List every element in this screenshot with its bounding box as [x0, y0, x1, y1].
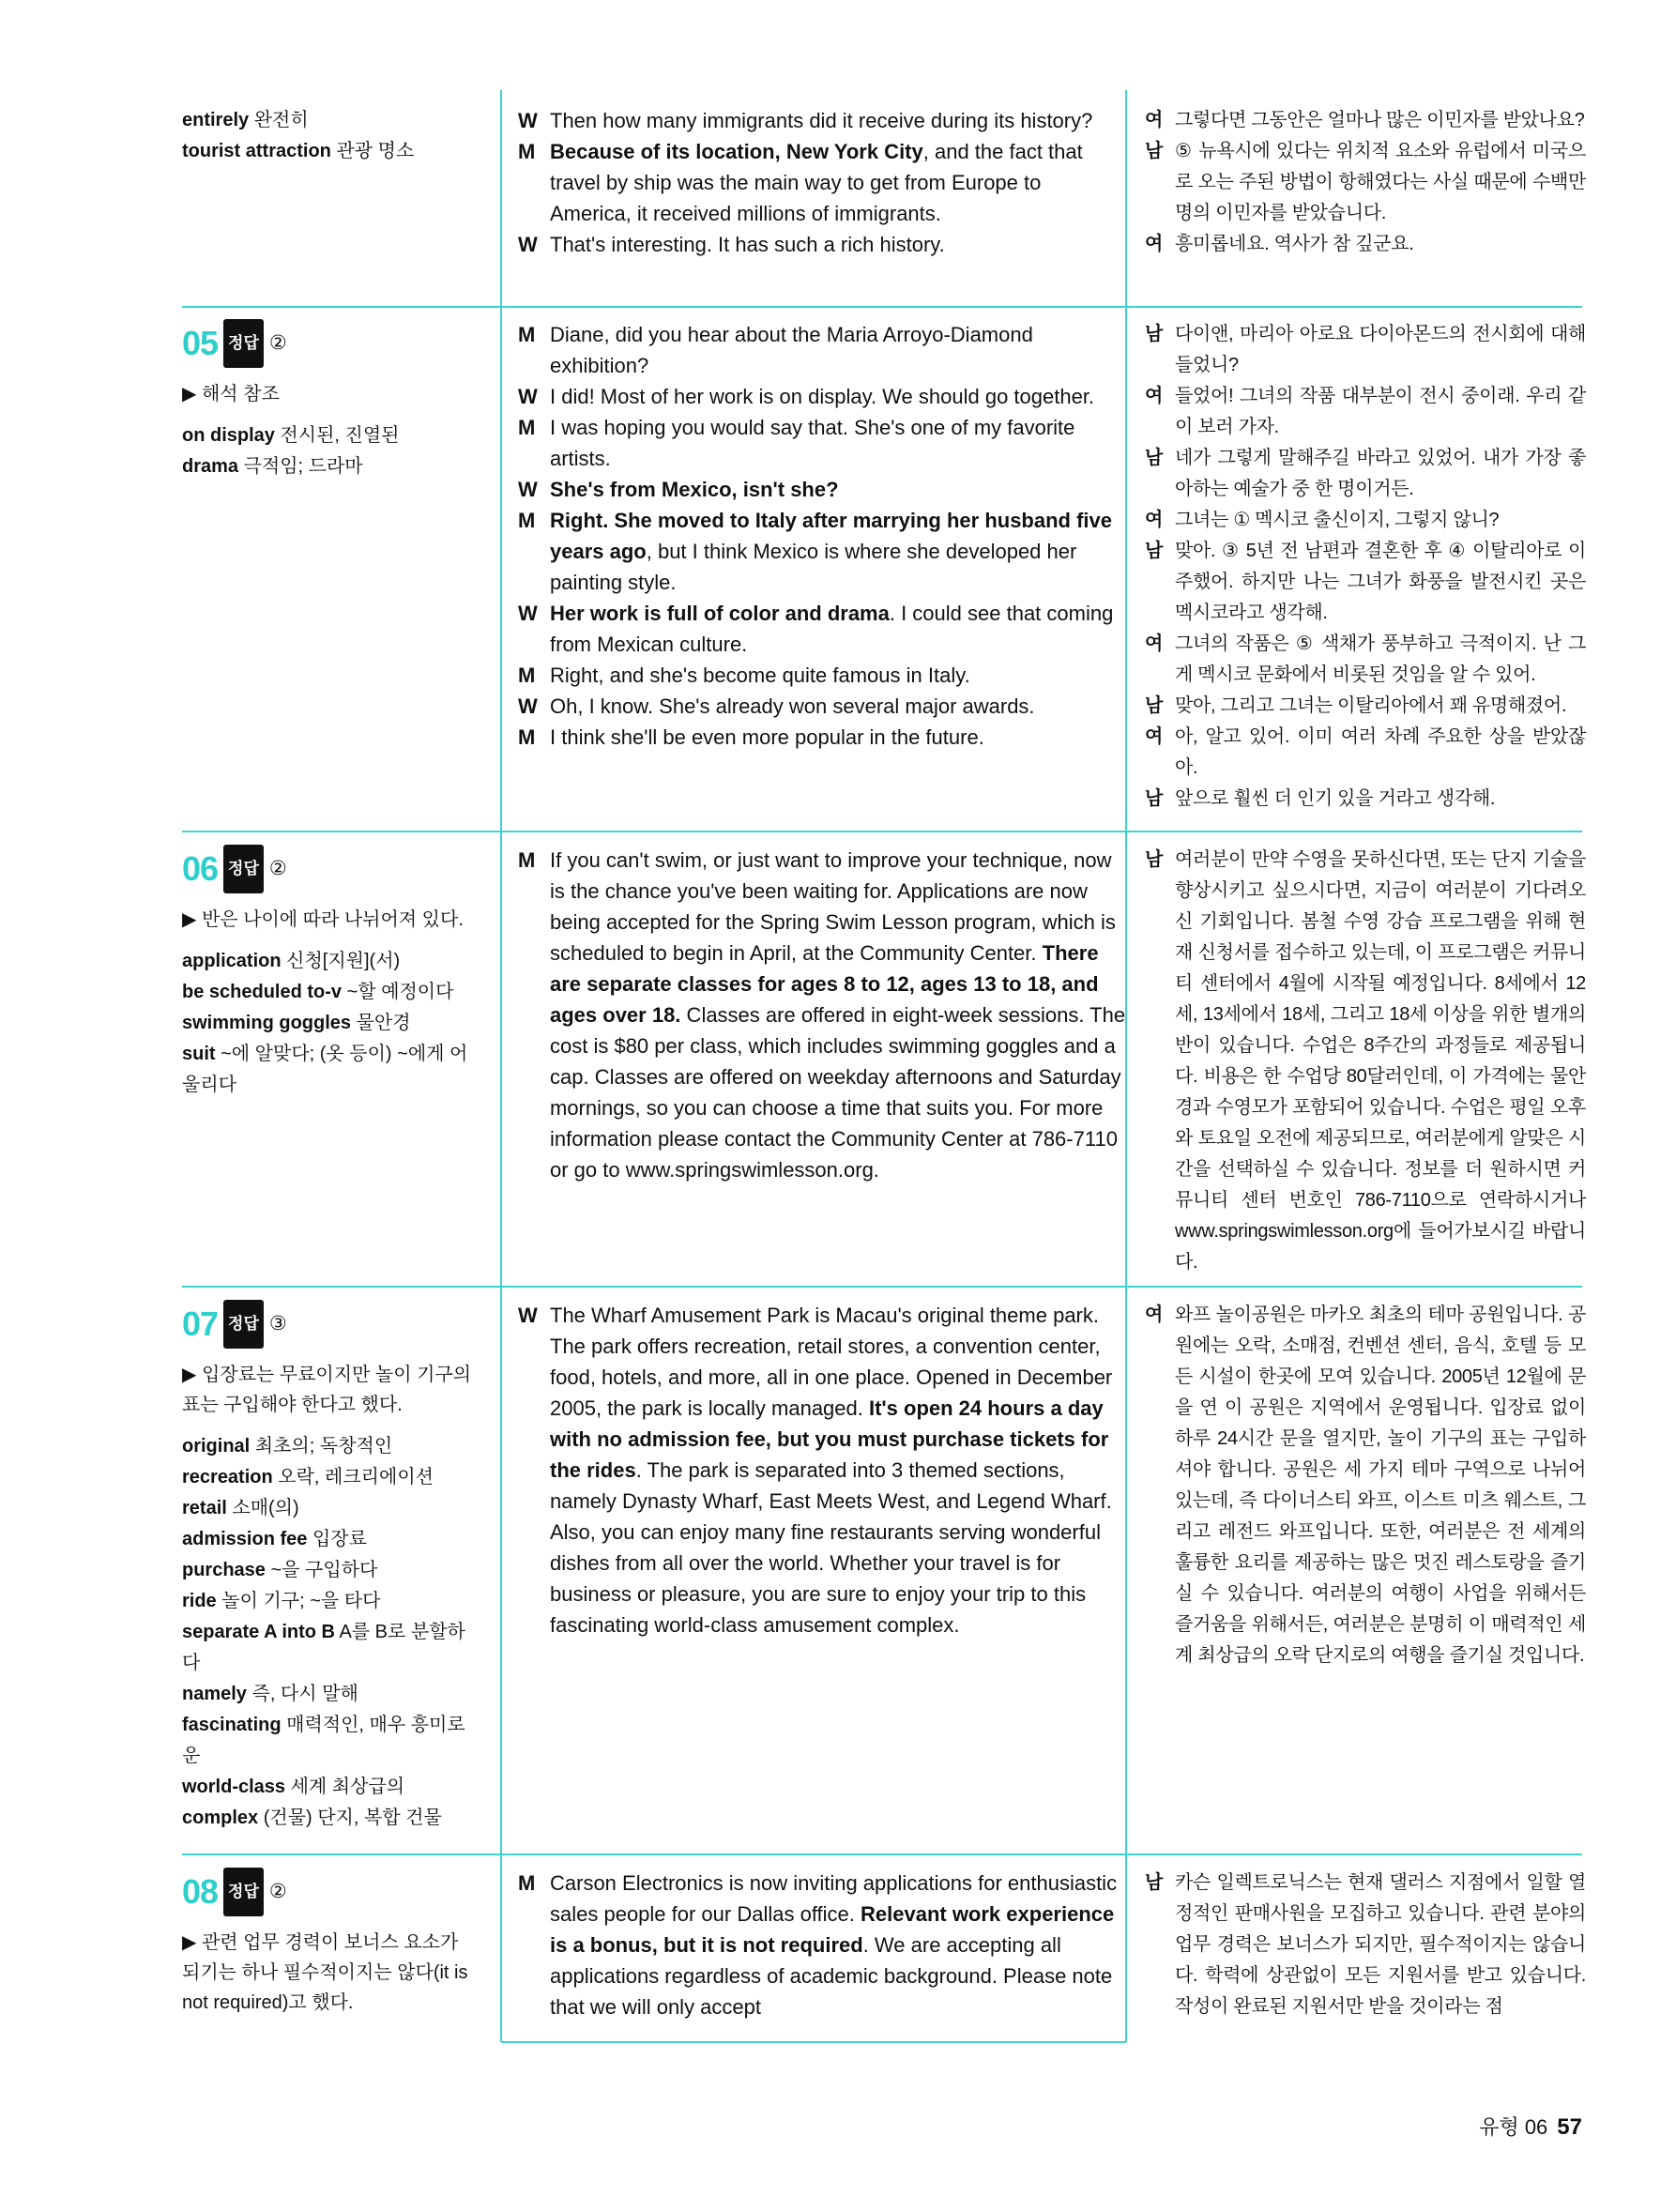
question-number: 07 [182, 1304, 219, 1343]
vocab-term: purchase [182, 1560, 266, 1580]
vocab-meaning: 세계 최상급의 [290, 1777, 405, 1797]
vocab-term: recreation [182, 1467, 273, 1487]
explanation-note: ▶ 해석 참조 [182, 384, 280, 404]
vocab-meaning: 매력적인, 매우 흥미로운 [182, 1715, 465, 1766]
vocab-meaning: (건물) 단지, 복합 건물 [263, 1808, 442, 1828]
dialog-text [550, 381, 1126, 412]
vocab-meaning: 소매(의) [232, 1498, 299, 1518]
translation-line [1145, 136, 1586, 229]
speaker-label: 남 [1145, 1872, 1164, 1893]
speaker-label: 남 [1145, 788, 1164, 809]
key-sentence: There are separate classes for ages 8 to 12, ages 13 to 18, and ages over 18. [550, 941, 1099, 1027]
korean-translation [1145, 1868, 1586, 2022]
translation-line [1145, 722, 1586, 784]
translation-line [1145, 229, 1586, 260]
translation-text: 와프 놀이공원은 마카오 최초의 테마 공원입니다. 공원에는 오락, 소매점, 컨벤션 센터, 음식, 호텔 등 모든 시설이 한곳에 모여 있습니다. 2005년 12월에 문을 연 이 공원은 지역에서 운영됩니다. 입장료 없이 하루 24시간 문을 열지만, 놀이 기구의 표는 구입하셔야 합니다. 공원은 세 가지 테마 구역으로 나뉘어 있는데, 즉 다이너스티 와프, 이스트 미츠 웨스트, 그리고 레전드 와프입니다. 또한, 여러분은 전 세계의 훌륭한 요리를 제공하는 많은 멋진 레스토랑을 즐기실 수 있습니다. 여러분의 여행이 사업을 위해서든 즐거움을 위해서든, 여러분은 분명히 이 매력적인 세계 최상급의 오락 단지로의 여행을 즐기실 것입니다. [1175, 1304, 1586, 1666]
dialog-text [550, 319, 1126, 381]
dialog-text-part: I was hoping you would say that. She's one of my favorite artists. [550, 416, 1075, 470]
vocab-meaning: 즉, 다시 말해 [251, 1684, 358, 1704]
dialog-line [518, 845, 1126, 1185]
translation-text: 그녀의 작품은 ⑤ 색채가 풍부하고 극적이지. 난 그게 멕시코 문화에서 비롯된 것임을 알 수 있어. [1175, 633, 1586, 685]
dialog-text-part: The Wharf Amusement Park is Macau's original theme park. The park offers recreation, retail stores, a convention center, food, hotels, and more, all in one place. Opened in December 2005, the park is locally managed. [550, 1304, 1113, 1420]
explanation-note: ▶ 반은 나이에 따라 나뉘어져 있다. [182, 909, 464, 930]
vocab-item [182, 136, 480, 167]
translation-line [1145, 319, 1586, 381]
question-header [182, 1868, 480, 1913]
key-sentence: Right. She moved to Italy after marrying her husband five years ago [550, 509, 1113, 563]
vocab-item [182, 946, 480, 977]
vocab-meaning: 물안경 [356, 1013, 411, 1033]
translation-line [1145, 536, 1586, 629]
vocab-meaning: 놀이 기구; ~을 타다 [221, 1591, 381, 1611]
korean-translation [1145, 845, 1586, 1278]
speaker-label: 남 [1145, 695, 1164, 716]
translation-line [1145, 784, 1586, 815]
translation-line [1145, 1868, 1586, 2022]
vocab-term: namely [182, 1684, 247, 1704]
vocab-meaning: 신청[지원](서) [286, 951, 401, 971]
vocab-term: application [182, 951, 282, 971]
vocab-item [182, 1772, 480, 1803]
english-script [518, 105, 1126, 260]
section-divider [182, 1286, 1582, 1288]
translation-line [1145, 381, 1586, 443]
translation-text: 아, 알고 있어. 이미 여러 차례 주요한 상을 받았잖아. [1175, 726, 1586, 778]
vocab-meaning: 극적임; 드라마 [243, 456, 363, 477]
vocab-term: admission fee [182, 1529, 308, 1549]
vocab-item [182, 977, 480, 1008]
english-script [518, 845, 1126, 1185]
page-bottom-rule [501, 2041, 1126, 2043]
speaker-label: 여 [1145, 633, 1164, 654]
speaker-label: W [518, 233, 538, 256]
vocab-term: swimming goggles [182, 1013, 352, 1033]
speaker-label: 여 [1145, 510, 1164, 530]
dialog-line [518, 660, 1126, 691]
vocab-column [182, 1300, 480, 1834]
footer-section-label: 유형 06 [1479, 2115, 1548, 2139]
vocab-term: fascinating [182, 1715, 282, 1735]
speaker-label: M [518, 323, 536, 346]
dialog-text [550, 691, 1126, 722]
korean-translation [1145, 105, 1586, 260]
dialog-text-part: . We are accepting all applications regardless of academic background. Please note that we will only accept [550, 1933, 1113, 2019]
dialog-text-part: Classes are offered in eight-week sessions. The cost is $80 per class, which includes swimming goggles and a cap. Classes are offered on weekday afternoons and Saturday mornings, so you can choose a time that suits you. For more information please contact the Community Center at 786-7110 or go to www.springswimlesson.org. [550, 1003, 1126, 1182]
key-sentence: Her work is full of color and drama [550, 602, 890, 625]
dialog-line [518, 505, 1126, 598]
vocab-meaning: 오락, 레크리에이션 [278, 1467, 434, 1487]
dialog-text-part: . I could see that coming from Mexican culture. [550, 602, 1114, 656]
explanation-note: ▶ 관련 업무 경력이 보너스 요소가 되기는 하나 필수적이지는 않다(it is not required)고 했다. [182, 1932, 468, 2013]
dialog-line [518, 1300, 1126, 1640]
dialog-line [518, 229, 1126, 260]
vocab-item [182, 1803, 480, 1834]
speaker-label: M [518, 416, 536, 439]
dialog-text-part: . The park is separated into 3 themed sections, namely Dynasty Wharf, East Meets West, and Legend Wharf. Also, you can enjoy many fine restaurants serving wonderful dishes from all over the world. Whether your travel is for business or pleasure, you are sure to enjoy your trip to this fascinating world-class amusement complex. [550, 1458, 1112, 1637]
vocab-meaning: 입장료 [312, 1529, 367, 1549]
translation-text: 그렇다면 그동안은 얼마나 많은 이민자를 받았나요? [1175, 110, 1585, 130]
translation-line [1145, 505, 1586, 536]
key-sentence: Because of its location, New York City [550, 140, 923, 163]
english-script [518, 319, 1126, 753]
dialog-line [518, 136, 1126, 229]
answer-badge: 정답 [223, 1868, 264, 1916]
korean-translation [1145, 1300, 1586, 1671]
explanation-note: ▶ 입장료는 무료이지만 놀이 기구의 표는 구입해야 한다고 했다. [182, 1365, 472, 1415]
speaker-label: W [518, 385, 538, 408]
vocab-term: ride [182, 1591, 217, 1611]
dialog-text-part: That's interesting. It has such a rich history. [550, 233, 945, 256]
vocab-column [182, 845, 480, 1101]
answer-choice: ② [268, 858, 287, 879]
dialog-line [518, 691, 1126, 722]
english-script [518, 1868, 1126, 2022]
translation-text: 여러분이 만약 수영을 못하신다면, 또는 단지 기술을 향상시키고 싶으시다면, 지금이 여러분이 기다려오신 기회입니다. 봄철 수영 강습 프로그램을 위해 현재 신청서를 접수하고 있는데, 이 프로그램은 커뮤니티 센터에서 4월에 시작될 예정입니다. 8세에서 12세, 13세에서 18세, 그리고 18세 이상을 위한 별개의 반이 있습니다. 수업은 8주간의 과정들로 제공됩니다. 비용은 한 수업당 80달러인데, 이 가격에는 물안경과 수영모가 포함되어 있습니다. 수업은 평일 오후와 토요일 오전에 제공되므로, 여러분에게 알맞은 시간을 선택하실 수 있습니다. 정보를 더 원하시면 커뮤니티 센터 번호인 786-7110으로 연락하시거나 www.springswimlesson.org에 들어가보시길 바랍니다. [1175, 849, 1586, 1273]
dialog-text-part: Right, and she's become quite famous in Italy. [550, 664, 970, 687]
answer-badge: 정답 [223, 1300, 264, 1349]
speaker-label: 남 [1145, 324, 1164, 344]
question-header [182, 1300, 480, 1345]
dialog-text-part: I think she'll be even more popular in the future. [550, 725, 984, 749]
vocab-term: entirely [182, 110, 250, 130]
key-sentence: She's from Mexico, isn't she? [550, 478, 839, 501]
speaker-label: M [518, 664, 536, 687]
vocab-term: drama [182, 456, 239, 477]
speaker-label: M [518, 848, 536, 872]
vocab-term: tourist attraction [182, 141, 331, 161]
dialog-line [518, 381, 1126, 412]
vocab-item [182, 1462, 480, 1493]
speaker-label: 남 [1145, 849, 1164, 870]
vocab-meaning: ~에 알맞다; (옷 등이) ~에게 어울리다 [182, 1044, 468, 1095]
dialog-text [550, 845, 1126, 1185]
speaker-label: W [518, 478, 538, 501]
vocab-meaning: 전시된, 진열된 [280, 425, 400, 446]
question-number: 05 [182, 324, 219, 362]
translation-line [1145, 1300, 1586, 1671]
vocab-term: original [182, 1436, 251, 1457]
vocab-term: suit [182, 1044, 216, 1064]
speaker-label: 여 [1145, 110, 1164, 130]
vocab-column [182, 1868, 480, 2029]
dialog-text [550, 598, 1126, 660]
vocab-term: on display [182, 425, 275, 446]
dialog-text [550, 412, 1126, 474]
speaker-label: 여 [1145, 386, 1164, 406]
vocab-term: world-class [182, 1777, 286, 1797]
section-divider [182, 831, 1582, 832]
dialog-text-part: , and the fact that travel by ship was the main way to get from Europe to America, it received millions of immigrants. [550, 140, 1083, 225]
answer-choice: ③ [268, 1313, 287, 1335]
vocab-item [182, 105, 480, 136]
speaker-label: 여 [1145, 726, 1164, 747]
vocab-item [182, 1555, 480, 1586]
vocab-item [182, 1617, 480, 1679]
question-number: 06 [182, 849, 219, 888]
key-sentence: Relevant work experience is a bonus, but it is not required [550, 1902, 1115, 1957]
answer-badge: 정답 [223, 845, 264, 893]
dialog-text [550, 136, 1126, 229]
speaker-label: M [518, 140, 536, 163]
vocab-meaning: A를 B로 분할하다 [182, 1622, 465, 1673]
translation-line [1145, 443, 1586, 505]
dialog-text-part: Then how many immigrants did it receive during its history? [550, 109, 1093, 132]
dialog-text-part: Diane, did you hear about the Maria Arroyo-Diamond exhibition? [550, 323, 1033, 377]
vocab-item [182, 1524, 480, 1555]
answer-choice: ② [268, 332, 287, 354]
dialog-text-part: Carson Electronics is now inviting applications for enthusiastic sales people for our Dallas office. [550, 1871, 1118, 1926]
translation-text: 맞아, 그리고 그녀는 이탈리아에서 꽤 유명해졌어. [1175, 695, 1567, 716]
dialog-text [550, 474, 1126, 505]
english-script [518, 1300, 1126, 1640]
speaker-label: 남 [1145, 448, 1164, 468]
vocab-item [182, 451, 480, 482]
translation-text: 카슨 일렉트로닉스는 현재 댈러스 지점에서 일할 열정적인 판매사원을 모집하고 있습니다. 관련 분야의 업무 경력은 보너스가 되지만, 필수적이지는 않습니다. 학력에 상관없이 모든 지원서를 받고 있습니다. 작성이 완료된 지원서만 받을 것이라는 점 [1175, 1872, 1586, 2017]
dialog-line [518, 412, 1126, 474]
page-footer [1479, 2112, 1582, 2141]
dialog-line [518, 319, 1126, 381]
translation-line [1145, 105, 1586, 136]
dialog-text [550, 229, 1126, 260]
dialog-text-part: Oh, I know. She's already won several major awards. [550, 694, 1035, 718]
speaker-label: M [518, 725, 536, 749]
vocab-meaning: ~할 예정이다 [346, 982, 454, 1002]
key-sentence: It's open 24 hours a day with no admission fee, but you must purchase tickets for the rides [550, 1396, 1109, 1482]
vocab-meaning: 관광 명소 [336, 141, 415, 161]
translation-text: 흥미롭네요. 역사가 참 깊군요. [1175, 234, 1414, 254]
vocab-term: complex [182, 1808, 259, 1828]
vocab-item [182, 420, 480, 451]
dialog-line [518, 722, 1126, 753]
vocab-meaning: ~을 구입하다 [270, 1560, 378, 1580]
vocab-term: retail [182, 1498, 227, 1518]
vocab-item [182, 1493, 480, 1524]
question-header [182, 845, 480, 890]
speaker-label: W [518, 109, 538, 132]
dialog-text [550, 505, 1126, 598]
speaker-label: 여 [1145, 1304, 1164, 1325]
page-number: 57 [1557, 2114, 1582, 2140]
section-divider [182, 1854, 1582, 1855]
korean-translation [1145, 319, 1586, 815]
speaker-label: 여 [1145, 234, 1164, 254]
column-divider-left [500, 90, 502, 2042]
dialog-text [550, 1868, 1126, 2022]
translation-line [1145, 845, 1586, 1278]
dialog-text [550, 722, 1126, 753]
speaker-label: W [518, 694, 538, 718]
dialog-text-part: I did! Most of her work is on display. We should go together. [550, 385, 1095, 408]
vocab-term: be scheduled to-v [182, 982, 343, 1002]
speaker-label: W [518, 1304, 538, 1327]
dialog-line [518, 474, 1126, 505]
answer-badge: 정답 [223, 319, 264, 368]
translation-text: 그녀는 ① 멕시코 출신이지, 그렇지 않니? [1175, 510, 1500, 530]
question-header [182, 319, 480, 364]
translation-text: 앞으로 훨씬 더 인기 있을 거라고 생각해. [1175, 788, 1496, 809]
translation-text: ⑤ 뉴욕시에 있다는 위치적 요소와 유럽에서 미국으로 오는 주된 방법이 항해였다는 사실 때문에 수백만 명의 이민자를 받았습니다. [1175, 141, 1586, 223]
dialog-line [518, 598, 1126, 660]
translation-text: 맞아. ③ 5년 전 남편과 결혼한 후 ④ 이탈리아로 이주했어. 하지만 나는 그녀가 화풍을 발전시킨 곳은 멕시코라고 생각해. [1175, 541, 1586, 623]
translation-line [1145, 691, 1586, 722]
dialog-line [518, 105, 1126, 136]
dialog-text [550, 660, 1126, 691]
translation-text: 다이앤, 마리아 아로요 다이아몬드의 전시회에 대해 들었니? [1175, 324, 1586, 375]
speaker-label: M [518, 1871, 536, 1895]
vocab-column [182, 319, 480, 482]
vocab-item [182, 1008, 480, 1039]
dialog-text-part: , but I think Mexico is where she developed her painting style. [550, 540, 1077, 594]
speaker-label: M [518, 509, 536, 532]
speaker-label: W [518, 602, 538, 625]
vocab-meaning: 최초의; 독창적인 [254, 1436, 393, 1457]
vocab-meaning: 완전히 [253, 110, 309, 130]
vocab-item [182, 1679, 480, 1710]
dialog-text [550, 105, 1126, 136]
vocab-item [182, 1039, 480, 1101]
translation-text: 네가 그렇게 말해주길 바라고 있었어. 내가 가장 좋아하는 예술가 중 한 명이거든. [1175, 448, 1586, 499]
translation-text: 들었어! 그녀의 작품 대부분이 전시 중이래. 우리 같이 보러 가자. [1175, 386, 1586, 437]
vocab-item [182, 1431, 480, 1462]
translation-line [1145, 629, 1586, 691]
vocab-term: separate A into B [182, 1622, 335, 1642]
vocab-item [182, 1710, 480, 1772]
speaker-label: 남 [1145, 541, 1164, 561]
dialog-text [550, 1300, 1126, 1640]
answer-choice: ② [268, 1881, 287, 1902]
section-divider [182, 306, 1582, 308]
vocab-item [182, 1586, 480, 1617]
question-number: 08 [182, 1872, 219, 1911]
vocab-column [182, 105, 480, 167]
speaker-label: 남 [1145, 141, 1164, 161]
dialog-line [518, 1868, 1126, 2022]
dialog-text-part: If you can't swim, or just want to improve your technique, now is the chance you've been waiting for. Applications are now being accepted for the Spring Swim Lesson program, which is scheduled to begin in April, at the Community Center. [550, 848, 1116, 965]
